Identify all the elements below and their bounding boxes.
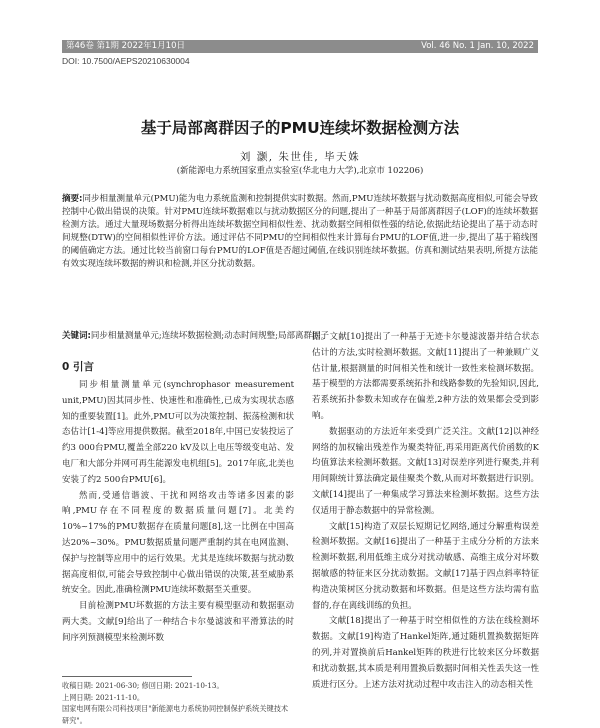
footnote-received: 收稿日期: 2021-06-30; 修回日期: 2021-10-13。 bbox=[62, 681, 224, 690]
body-column-left bbox=[62, 378, 294, 647]
footnote-funding: 国家电网有限公司科技项目"新能源电力系统协同控制保护系统关键技术研究"。 bbox=[62, 704, 289, 725]
paragraph: 数据驱动的方法近年来受到广泛关注。文献[12]以神经网络的加权输出残差作为聚类特征,再采用距离代价函数的K均值算法来检测坏数据。文献[13]对误差序列进行聚类,并利用间隙统计算法确定最佳聚类个数,从而对坏数据进行识别。文献[14]提出了一种集成学习算法来检测坏数据。这些方法仅适用于静态数据中的异常检测。 bbox=[312, 426, 539, 516]
footnote-online: 上网日期: 2021-11-10。 bbox=[62, 692, 145, 702]
keywords-text: 同步相量测量单元;连续坏数据检测;动态时间规整;局部离群因子 bbox=[90, 331, 330, 341]
footnotes bbox=[62, 680, 294, 726]
abstract bbox=[62, 193, 538, 270]
paragraph: 文献[15]构造了双层长短期记忆网络,通过分解重构误差检测坏数据。文献[16]提出了一种基于主成分分析的方法来检测坏数据,利用低维主成分对扰动敏感、高维主成分对坏数据敏感的特征来区分扰动数据。文献[17]基于四点斜率特征构造决策树区分扰动数据和坏数据。但是这些方法均需有监督的,存在离线训练的负担。 bbox=[312, 521, 539, 611]
journal-header-bar bbox=[62, 40, 538, 53]
footnote-divider bbox=[62, 676, 192, 677]
journal-issue-en: Vol. 46 No. 1 Jan. 10, 2022 bbox=[421, 41, 534, 51]
abstract-label: 摘要: bbox=[62, 194, 83, 204]
paragraph: 文献[18]提出了一种基于时空相似性的方法在线检测坏数据。文献[19]构造了Hankel矩阵,通过随机置换数据矩阵的列,并对置换前后Hankel矩阵的秩进行比较来区分坏数据和扰动数据,其本质是利用置换后数据时间相关性丢失这一性质进行区分。上述方法对扰动过程中攻击注入的动态相关性 bbox=[312, 616, 539, 690]
affiliation: (新能源电力系统国家重点实验室(华北电力大学),北京市 102206) bbox=[176, 166, 424, 176]
paper-title: 基于局部离群因子的PMU连续坏数据检测方法 bbox=[140, 119, 460, 137]
paragraph: 然而,受通信谐波、干扰和网络攻击等诸多因素的影响,PMU存在不同程度的数据质量问题[7]。北美约10%~17%的PMU数据存在质量问题[8],这一比例在中国高达20%~30%。PMU数据质量问题严重制约其在电网监测、保护与控制等应用中的运行效果。尤其是连续坏数据与扰动数据高度相似,可能会导致控制中心做出错误的决策,甚至威胁系统安全。因此,准确检测PMU连续坏数据至关重要。 bbox=[62, 490, 294, 596]
journal-issue-zh: 第46卷 第1期 2022年1月10日 bbox=[66, 41, 185, 51]
section-heading-intro: 0 引言 bbox=[62, 361, 94, 373]
authors: 刘 灏, 朱世佳, 毕天姝 bbox=[239, 151, 361, 163]
doi[interactable]: DOI: 10.7500/AEPS20210630004 bbox=[62, 56, 190, 66]
abstract-text: 同步相量测量单元(PMU)能为电力系统监测和控制提供实时数据。然而,PMU连续坏数据与扰动数据高度相似,可能会导致控制中心做出错误的决策。针对PMU连续坏数据难以与扰动数据区分的问题,提出了一种基于局部离群因子(LOF)的连续坏数据检测方法。通过大量现场数据分析得出连续坏数据空间相似性差、扰动数据空间相似性强的结论,依据此结论提出了基于动态时间规整(DTW)的空间相似性评价方法。通过评估不同PMU的空间相似性来计算每台PMU的LOF值,进一步,提出了基于箱线图的阈值确定方法。通过比较当前窗口每台PMU的LOF值是否超过阈值,在线识别连续坏数据。仿真和测试结果表明,所提方法能有效实现连续坏数据的辨识和检测,并区分扰动数据。 bbox=[62, 194, 538, 269]
body-column-right bbox=[312, 330, 539, 693]
paragraph: 目前检测PMU坏数据的方法主要有模型驱动和数据驱动两大类。文献[9]给出了一种结合卡尔曼滤波和平滑算法的时间序列预测模型来检测坏数 bbox=[62, 601, 294, 643]
paragraph: 同步相量测量单元(synchrophasor measurement unit,PMU)因其同步性、快速性和准确性,已成为实现状态感知的重要装置[1]。此外,PMU可以为决策控制、振荡检测和状态估计[1-4]等应用提供数据。截至2018年,中国已安装投运了约3 000台PMU,覆盖全部220 kV及以上电压等级变电站、发电厂和大部分并网可再生能源发电机组[5]。2017年底,北美也安装了约2 500台PMU[6]。 bbox=[62, 380, 294, 485]
keywords-label: 关键词: bbox=[62, 331, 91, 341]
paragraph: 据。文献[10]提出了一种基于无迹卡尔曼滤波器并结合状态估计的方法,实时检测坏数据。文献[11]提出了一种兼顾广义估计量,根据测量的时间相关性和统计一致性来检测坏数据。基于模型的方法都需要系统拓扑和线路参数的先验知识,因此,若系统拓扑参数未知或存在偏差,2种方法的效果都会受到影响。 bbox=[312, 332, 539, 421]
